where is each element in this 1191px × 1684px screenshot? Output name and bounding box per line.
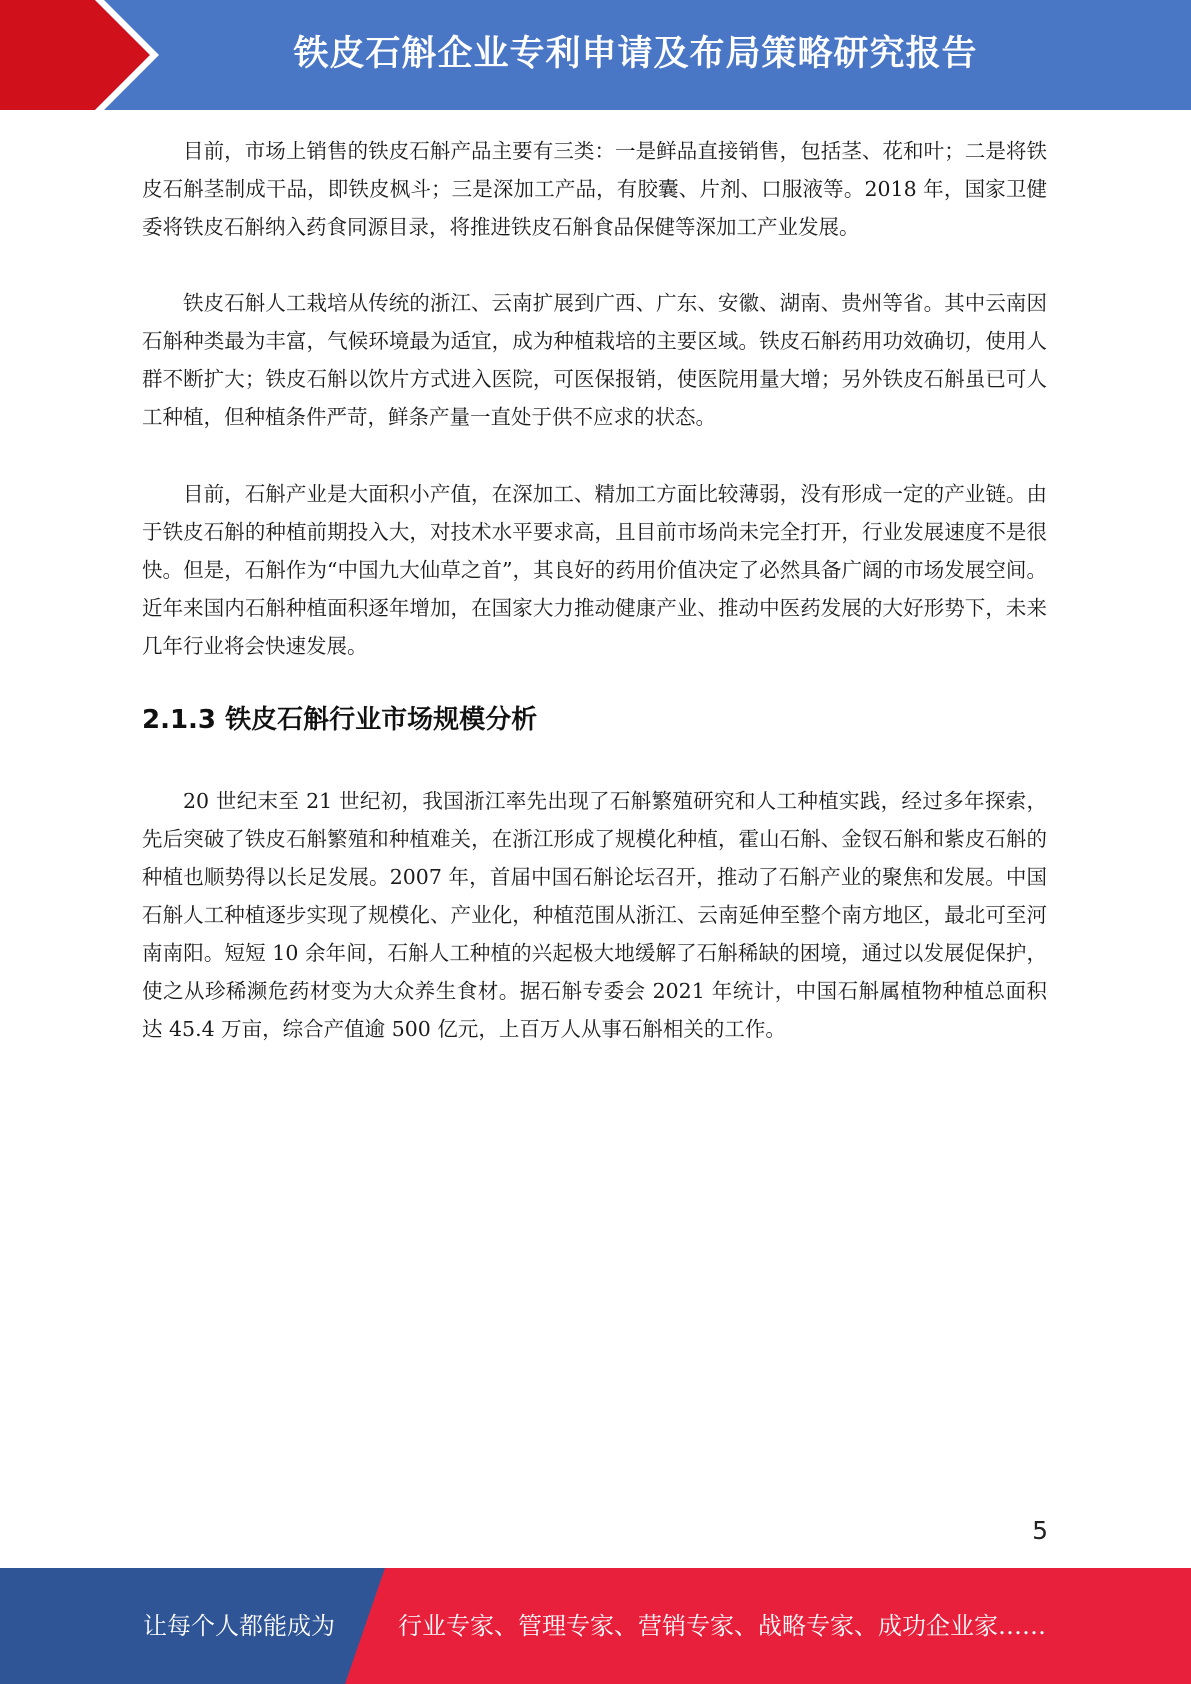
page-header [0,0,1191,110]
footer-slogan-left: 让每个人都能成为 [143,1612,335,1640]
page-footer [0,1568,1191,1684]
paragraph-market-scale: 20 世纪末至 21 世纪初，我国浙江率先出现了石斛繁殖研究和人工种植实践，经过多年探索，先后突破了铁皮石斛繁殖和种植难关，在浙江形成了规模化种植，霍山石斛、金钗石斛和紫皮石斛的种植也顺势得以长足发展。2007 年，首届中国石斛论坛召开，推动了石斛产业的聚焦和发展。中国石斛人工种植逐步实现了规模化、产业化，种植范围从浙江、云南延伸至整个南方地区，最北可至河南南阳。短短 10 余年间，石斛人工种植的兴起极大地缓解了石斛稀缺的困境，通过以发展促保护，使之从珍稀濒危药材变为大众养生食材。据石斛专委会 2021 年统计，中国石斛属植物种植总面积达 45.4 万亩，综合产值逾 500 亿元，上百万人从事石斛相关的工作。 [142,789,1047,1041]
page-number: 5 [1032,1516,1048,1545]
footer-slogan-right: 行业专家、管理专家、营销专家、战略专家、成功企业家…… [398,1612,1046,1640]
report-title: 铁皮石斛企业专利申请及布局策略研究报告 [293,34,978,74]
paragraph-market-products: 目前，市场上销售的铁皮石斛产品主要有三类：一是鲜品直接销售，包括茎、花和叶；二是将铁皮石斛茎制成干品，即铁皮枫斗；三是深加工产品，有胶囊、片剂、口服液等。2018 年，国家卫健委将铁皮石斛纳入药食同源目录，将推进铁皮石斛食品保健等深加工产业发展。 [142,139,1047,239]
paragraph-industry-status: 目前，石斛产业是大面积小产值，在深加工、精加工方面比较薄弱，没有形成一定的产业链。由于铁皮石斛的种植前期投入大，对技术水平要求高，且目前市场尚未完全打开，行业发展速度不是很快。但是，石斛作为“中国九大仙草之首”，其良好的药用价值决定了必然具备广阔的市场发展空间。近年来国内石斛种植面积逐年增加，在国家大力推动健康产业、推动中医药发展的大好形势下，未来几年行业将会快速发展。 [142,482,1047,658]
header-chevron-decoration [0,0,160,110]
section-heading: 2.1.3 铁皮石斛行业市场规模分析 [142,705,538,735]
paragraph-cultivation-regions: 铁皮石斛人工栽培从传统的浙江、云南扩展到广西、广东、安徽、湖南、贵州等省。其中云南因石斛种类最为丰富，气候环境最为适宜，成为种植栽培的主要区域。铁皮石斛药用功效确切，使用人群不断扩大；铁皮石斛以饮片方式进入医院，可医保报销，使医院用量大增；另外铁皮石斛虽已可人工种植，但种植条件严苛，鲜条产量一直处于供不应求的状态。 [142,291,1047,429]
